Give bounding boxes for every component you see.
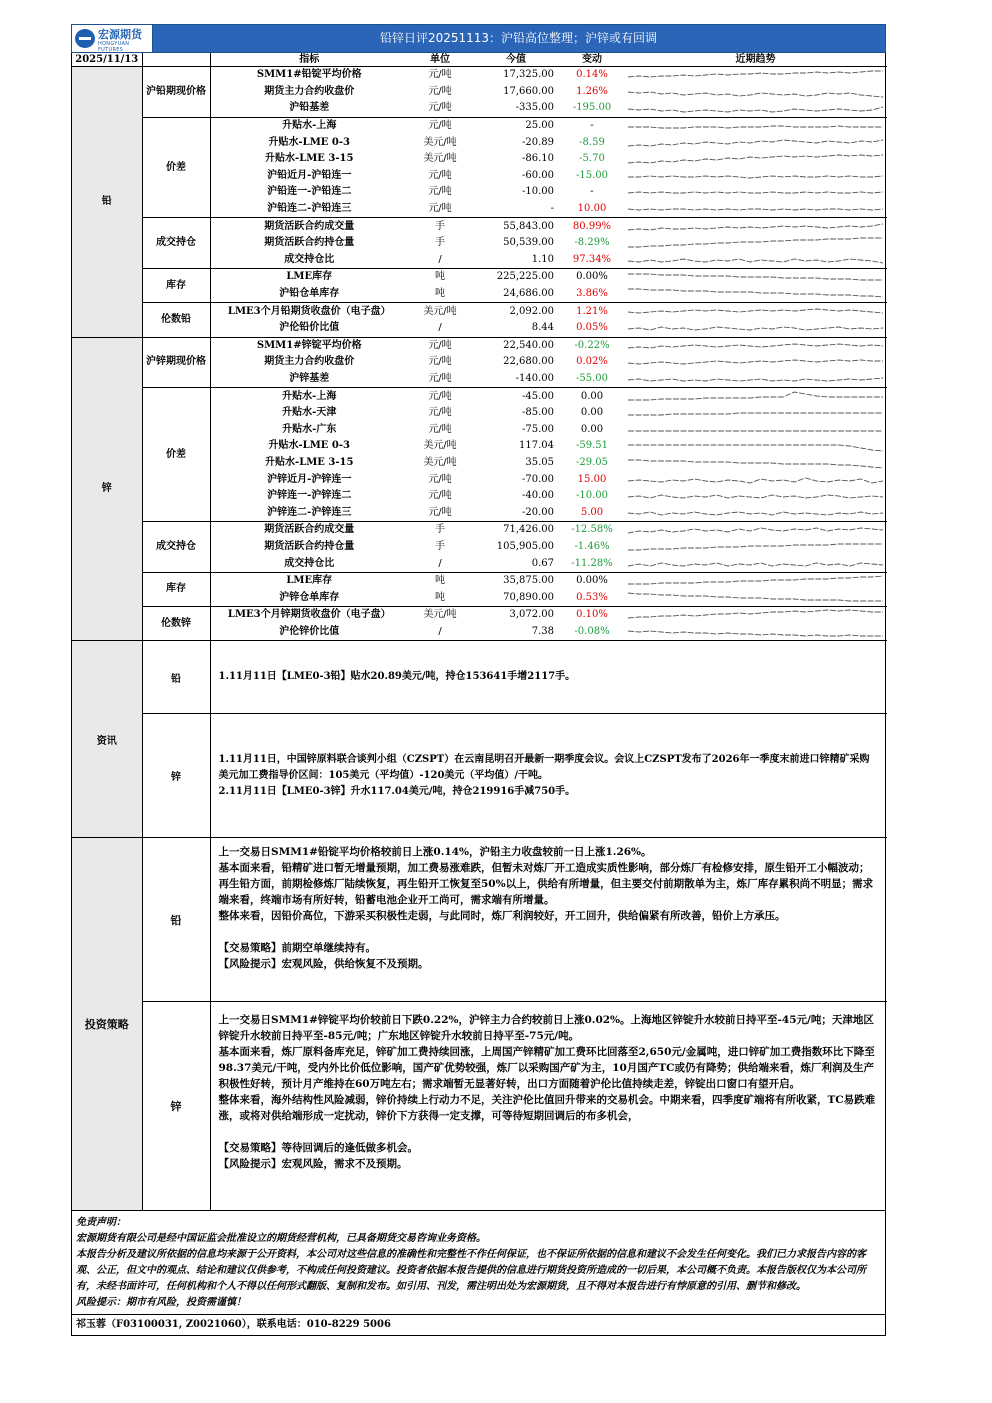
trend-line xyxy=(628,140,883,146)
indicator-name: 沪铅近月-沪铅连一 xyxy=(267,169,352,181)
trend-cell xyxy=(624,405,887,422)
trend-cell xyxy=(624,337,887,354)
indicator-unit: 美元/吨 xyxy=(423,456,457,468)
author-footer: 祁玉蓉（F03100031, Z0021060），联系电话：010-8229 5006 xyxy=(72,1314,885,1335)
trend-sparkline xyxy=(628,68,883,82)
table-row xyxy=(72,522,887,539)
indicator-name: 沪铅连二-沪铅连三 xyxy=(267,203,352,215)
trend-sparkline xyxy=(628,473,883,487)
table-row xyxy=(72,218,887,235)
trend-sparkline xyxy=(628,372,883,386)
trend-sparkline xyxy=(628,136,883,150)
trend-line xyxy=(628,327,883,330)
today-value: -140.00 xyxy=(515,372,554,384)
indicator-unit: 手 xyxy=(408,218,472,235)
today-value: 50,539.00 xyxy=(503,237,554,249)
today-value: 35.05 xyxy=(525,456,554,468)
today-value: 35,875.00 xyxy=(472,572,560,589)
trend-sparkline xyxy=(628,185,883,199)
trend-line xyxy=(628,209,883,210)
info-zinc-text: 1.11月11日，中国锌原料联合谈判小组（CZSPT）在云南昆明召开最新一期季度会议。会议上CZSPT发布了2026年一季度末前进口锌精矿采购美元加工费指导价区间：105美元（平均值）-120美元（平均值）/干吨。 2.11月11日【LME0-3锌】升水117.04美元/吨，持仓219916手减750手。 xyxy=(218,753,870,797)
info-table xyxy=(72,640,887,837)
indicator-name: 期货活跃合约持仓量 xyxy=(264,540,355,552)
change-value: -12.58% xyxy=(560,522,624,539)
today-value: 0.67 xyxy=(531,557,554,569)
today-value: 55,843.00 xyxy=(472,218,560,235)
trend-cell xyxy=(624,488,887,505)
indicator-name: 沪锌近月-沪锌连一 xyxy=(267,473,352,485)
today-value: 117.04 xyxy=(519,440,554,452)
indicator-unit: 美元/吨 xyxy=(423,440,457,452)
indicator-unit: / xyxy=(438,322,442,334)
today-value: -45.00 xyxy=(472,388,560,405)
trend-cell xyxy=(624,269,887,286)
trend-sparkline xyxy=(628,339,883,353)
info-row-lead xyxy=(72,641,887,714)
today-value: -40.00 xyxy=(521,490,554,502)
trend-cell xyxy=(624,151,887,168)
trend-line xyxy=(628,224,883,230)
indicator-name: 期货主力合约收盘价 xyxy=(264,85,355,97)
indicator-unit: 手 xyxy=(435,237,445,249)
trend-sparkline xyxy=(628,287,883,301)
trend-line xyxy=(628,413,883,415)
trend-line xyxy=(628,360,883,364)
change-value: 0.00% xyxy=(560,572,624,589)
trend-line xyxy=(628,309,883,313)
today-value: 3,072.00 xyxy=(472,607,560,624)
report-date: 2025/11/13 xyxy=(72,53,142,67)
trend-line xyxy=(628,344,883,348)
indicator-unit: 元/吨 xyxy=(428,372,452,384)
change-value: -8.29% xyxy=(574,237,610,249)
indicator-unit: 吨 xyxy=(435,288,445,300)
today-value: -86.10 xyxy=(521,153,554,165)
indicator-unit: 元/吨 xyxy=(428,473,452,485)
info-lead-text: 1.11月11日【LME0-3铅】贴水20.89美元/吨，持仓153641手增2117手。 xyxy=(218,671,576,683)
change-value: 1.21% xyxy=(560,303,624,320)
trend-cell xyxy=(624,84,887,101)
indicator-unit: 美元/吨 xyxy=(408,607,472,624)
trend-sparkline xyxy=(628,489,883,503)
trend-sparkline xyxy=(628,152,883,166)
disclaimer-title: 免责声明： xyxy=(76,1217,126,1229)
trend-cell xyxy=(624,388,887,405)
trend-cell xyxy=(624,421,887,438)
indicator-name: LME库存 xyxy=(210,269,408,286)
change-value: 0.53% xyxy=(576,591,608,603)
indicator-name: 升贴水-天津 xyxy=(282,407,337,419)
indicator-name: 升贴水-上海 xyxy=(210,117,408,134)
indicator-name: 沪铅连一-沪铅连二 xyxy=(267,186,352,198)
report-sheet xyxy=(71,24,886,1336)
today-value: -60.00 xyxy=(521,169,554,181)
data-body xyxy=(72,67,887,641)
today-value: 225,225.00 xyxy=(472,269,560,286)
strategy-lead-text: 上一交易日SMM1#铅锭平均价格较前日上涨0.14%，沪铅主力收盘较前一日上涨1.26%。 基本面来看，铅精矿进口暂无增量预期，加工费易涨难跌，但暂未对炼厂开工造成实质性影响，部分炼厂有检修安排，原生铅开工小幅波动；再生铅方面，前期检修炼厂陆续恢复，再生铅开工恢复至50%以上，供给有所增量，但主要交付前期散单为主，炼厂库存累积尚不明显；需求端来看，终端市场有所好转，铅蓄电池企业开工尚可，需求端有所增量。 整体来看，因铅价高位，下游采买积极性走弱，与此同时，炼厂利润较好，开工回升，供给偏紧有所改善，铅价上方承压。 【交易策略】前期空单继续持有。 【风险提示】宏观风险，供给恢复不及预期。 xyxy=(218,846,874,971)
trend-cell xyxy=(624,320,887,337)
indicator-name: 升贴水-LME 0-3 xyxy=(268,136,350,148)
trend-sparkline xyxy=(628,390,883,404)
change-value: 0.14% xyxy=(576,69,608,81)
trend-line xyxy=(628,576,883,584)
disclaimer-line2: 本报告分析及建议所依据的信息均来源于公开资料，本公司对这些信息的准确性和完整性不作任何保证，也不保证所依据的信息和建议不会发生任何变化。我们已力求报告内容的客观、公正，但文中的观点、结论和建议仅供参考，不构成任何投资建议。投资者依据本报告提供的信息进行期货投资所造成的一切后果，本公司概不负责。本报告版权仅为本公司所有，未经书面许可，任何机构和个人不得以任何形式翻版、复制和发布。如引用、刊发，需注明出处为宏源期货，且不得对本报告进行有悖原意的引用、删节和修改。 xyxy=(76,1249,866,1293)
trend-cell xyxy=(624,168,887,185)
change-value: 0.00 xyxy=(580,407,604,419)
data-table xyxy=(72,53,887,640)
trend-cell xyxy=(624,607,887,624)
trend-line xyxy=(628,126,883,128)
trend-sparkline xyxy=(628,625,883,639)
today-value: 2,092.00 xyxy=(472,303,560,320)
trend-sparkline xyxy=(628,270,883,284)
trend-sparkline xyxy=(628,608,883,622)
trend-cell xyxy=(624,624,887,641)
today-value: -70.00 xyxy=(521,473,554,485)
trend-cell xyxy=(624,539,887,556)
section-label: 沪铅期现价格 xyxy=(142,67,210,118)
today-value: 105,905.00 xyxy=(496,540,554,552)
trend-sparkline xyxy=(628,439,883,453)
trend-sparkline xyxy=(628,169,883,183)
change-value: 97.34% xyxy=(572,253,612,265)
indicator-unit: 元/吨 xyxy=(428,186,452,198)
change-value: -10.00 xyxy=(575,490,608,502)
section-label: 成交持仓 xyxy=(142,218,210,269)
info-row-zinc xyxy=(72,714,887,838)
trend-line xyxy=(628,378,883,381)
trend-line xyxy=(628,107,883,112)
report-header xyxy=(71,24,886,53)
change-value: 0.10% xyxy=(560,607,624,624)
trend-line xyxy=(628,176,883,178)
disclaimer xyxy=(72,1210,885,1314)
trend-cell xyxy=(624,471,887,488)
table-row xyxy=(72,388,887,405)
col-change: 变动 xyxy=(560,53,624,67)
indicator-name: 沪伦铅价比值 xyxy=(279,322,340,334)
strategy-zinc-label: 锌 xyxy=(142,1002,210,1211)
indicator-unit: 元/吨 xyxy=(428,356,452,368)
indicator-unit: 元/吨 xyxy=(408,388,472,405)
col-today: 今值 xyxy=(472,53,560,67)
trend-cell xyxy=(624,100,887,117)
today-value: -85.00 xyxy=(521,407,554,419)
indicator-unit: 美元/吨 xyxy=(423,153,457,165)
indicator-name: 沪伦锌价比值 xyxy=(279,625,340,637)
today-value: 70,890.00 xyxy=(503,591,554,603)
strategy-table xyxy=(72,837,887,1210)
indicator-name: LME库存 xyxy=(210,572,408,589)
change-value: 80.99% xyxy=(560,218,624,235)
indicator-name: 期货活跃合约成交量 xyxy=(210,522,408,539)
trend-cell xyxy=(624,589,887,606)
indicator-name: 期货活跃合约成交量 xyxy=(210,218,408,235)
today-value: 8.44 xyxy=(531,322,554,334)
table-row xyxy=(72,117,887,134)
group-label: 锌 xyxy=(72,337,142,640)
change-value: -5.70 xyxy=(579,153,605,165)
today-value: 7.38 xyxy=(531,625,554,637)
today-value: 71,426.00 xyxy=(472,522,560,539)
today-value: -75.00 xyxy=(521,423,554,435)
trend-cell xyxy=(624,522,887,539)
trend-line xyxy=(628,563,883,566)
group-label: 铅 xyxy=(72,67,142,338)
trend-line xyxy=(628,478,883,483)
today-value: -10.00 xyxy=(521,186,554,198)
indicator-name: 沪锌仓单库存 xyxy=(279,591,340,603)
change-value: -29.05 xyxy=(575,456,608,468)
today-value: 17,325.00 xyxy=(503,69,554,81)
indicator-name: 成交持仓比 xyxy=(284,253,335,265)
change-value: - xyxy=(560,117,624,134)
indicator-name: 沪铅基差 xyxy=(289,102,330,114)
change-value: 0.02% xyxy=(576,356,608,368)
strategy-label: 投资策略 xyxy=(72,838,142,1211)
trend-line xyxy=(628,289,883,297)
col-indicator: 指标 xyxy=(210,53,408,67)
trend-cell xyxy=(624,117,887,134)
indicator-unit: 手 xyxy=(435,540,445,552)
trend-line xyxy=(628,392,883,400)
indicator-name: 成交持仓比 xyxy=(284,557,335,569)
logo-subtext: HONGYUAN FUTURES xyxy=(98,41,130,53)
trend-line xyxy=(628,92,883,97)
indicator-unit: / xyxy=(438,625,442,637)
indicator-unit: 元/吨 xyxy=(428,490,452,502)
trend-sparkline xyxy=(628,523,883,537)
change-value: 0.00 xyxy=(560,388,624,405)
report-title: 铅锌日评20251113：沪铅高位整理；沪锌或有回调 xyxy=(379,31,658,45)
trend-line xyxy=(628,544,883,550)
trend-cell xyxy=(624,438,887,455)
trend-sparkline xyxy=(628,101,883,115)
change-value: 3.86% xyxy=(576,288,608,300)
trend-sparkline xyxy=(628,456,883,470)
trend-sparkline xyxy=(628,540,883,554)
indicator-unit: 吨 xyxy=(408,269,472,286)
section-label: 库存 xyxy=(142,269,210,303)
today-value: -20.89 xyxy=(521,136,554,148)
trend-cell xyxy=(624,201,887,218)
indicator-unit: / xyxy=(438,253,442,265)
trend-sparkline xyxy=(628,574,883,588)
indicator-name: SMM1#锌锭平均价格 xyxy=(210,337,408,354)
change-value: 5.00 xyxy=(580,506,604,518)
info-zinc-label: 锌 xyxy=(142,714,210,838)
change-value: 15.00 xyxy=(577,473,607,485)
change-value: 0.00 xyxy=(580,423,604,435)
today-value: -335.00 xyxy=(515,102,554,114)
trend-cell xyxy=(624,455,887,472)
trend-line xyxy=(628,610,883,618)
indicator-unit: 元/吨 xyxy=(408,337,472,354)
trend-cell xyxy=(624,572,887,589)
today-value: 17,660.00 xyxy=(503,85,554,97)
indicator-unit: 元/吨 xyxy=(428,203,452,215)
trend-sparkline xyxy=(628,119,883,133)
indicator-unit: 元/吨 xyxy=(428,169,452,181)
trend-sparkline xyxy=(628,506,883,520)
change-value: -55.00 xyxy=(575,372,608,384)
change-value: 1.26% xyxy=(576,85,608,97)
trend-line xyxy=(628,238,883,247)
section-label: 库存 xyxy=(142,572,210,606)
trend-cell xyxy=(624,354,887,371)
col-unit: 单位 xyxy=(408,53,472,67)
indicator-name: 升贴水-上海 xyxy=(210,388,408,405)
indicator-name: 升贴水-广东 xyxy=(282,423,337,435)
trend-sparkline xyxy=(628,355,883,369)
trend-sparkline xyxy=(628,202,883,216)
indicator-unit: 元/吨 xyxy=(428,423,452,435)
table-row xyxy=(72,269,887,286)
indicator-name: SMM1#铅锭平均价格 xyxy=(256,69,362,81)
trend-sparkline xyxy=(628,85,883,99)
change-value: -1.46% xyxy=(574,540,610,552)
trend-cell xyxy=(624,252,887,269)
indicator-unit: 元/吨 xyxy=(428,407,452,419)
change-value: -0.22% xyxy=(560,337,624,354)
table-row xyxy=(72,572,887,589)
trend-cell xyxy=(624,218,887,235)
info-lead-label: 铅 xyxy=(142,641,210,714)
today-value: 22,680.00 xyxy=(503,356,554,368)
trend-sparkline xyxy=(628,321,883,335)
table-row xyxy=(72,303,887,320)
trend-line xyxy=(628,460,883,468)
trend-sparkline xyxy=(628,253,883,267)
trend-sparkline xyxy=(628,220,883,234)
indicator-name: LME3个月铅期货收盘价（电子盘） xyxy=(210,303,408,320)
trend-line xyxy=(628,445,883,451)
trend-sparkline xyxy=(628,406,883,420)
indicator-name: 升贴水-LME 0-3 xyxy=(268,440,350,452)
change-value: -15.00 xyxy=(575,169,608,181)
indicator-unit: 元/吨 xyxy=(428,102,452,114)
indicator-unit: 吨 xyxy=(408,572,472,589)
trend-line xyxy=(628,259,883,263)
trend-sparkline xyxy=(628,236,883,250)
info-label: 资讯 xyxy=(72,641,142,838)
trend-cell xyxy=(624,286,887,303)
change-value: 0.00% xyxy=(560,269,624,286)
trend-line xyxy=(628,192,883,193)
change-value: -11.28% xyxy=(571,557,613,569)
col-trend: 近期趋势 xyxy=(624,53,887,67)
disclaimer-line1: 宏源期货有限公司是经中国证监会批准设立的期货经营机构，已具备期货交易咨询业务资格。 xyxy=(76,1233,486,1245)
trend-line xyxy=(628,155,883,163)
logo-text: 宏源期货 xyxy=(98,28,142,41)
disclaimer-line3: 风险提示：期市有风险，投资需谨慎！ xyxy=(76,1297,246,1309)
indicator-name: 沪锌连二-沪锌连三 xyxy=(267,506,352,518)
section-label: 伦数铅 xyxy=(142,303,210,337)
trend-sparkline xyxy=(628,557,883,571)
indicator-name: 升贴水-LME 3-15 xyxy=(265,153,354,165)
indicator-unit: 元/吨 xyxy=(428,85,452,97)
section-label: 伦数锌 xyxy=(142,607,210,641)
section-label: 价差 xyxy=(142,117,210,218)
indicator-name: 沪锌连一-沪锌连二 xyxy=(267,490,352,502)
indicator-unit: / xyxy=(438,557,442,569)
indicator-unit: 手 xyxy=(408,522,472,539)
indicator-unit: 元/吨 xyxy=(428,506,452,518)
change-value: 10.00 xyxy=(577,203,607,215)
strategy-row-zinc xyxy=(72,1002,887,1211)
report-frame xyxy=(71,53,886,1336)
indicator-name: 沪铅仓单库存 xyxy=(279,288,340,300)
indicator-unit: 元/吨 xyxy=(428,69,452,81)
today-value: -20.00 xyxy=(521,506,554,518)
trend-line xyxy=(628,512,883,515)
indicator-unit: 吨 xyxy=(435,591,445,603)
trend-sparkline xyxy=(628,591,883,605)
today-value: 24,686.00 xyxy=(503,288,554,300)
logo-icon xyxy=(75,29,95,48)
indicator-unit: 元/吨 xyxy=(408,117,472,134)
trend-line xyxy=(628,528,883,533)
trend-sparkline xyxy=(628,423,883,437)
trend-cell xyxy=(624,504,887,521)
section-label: 成交持仓 xyxy=(142,522,210,573)
today-value: 1.10 xyxy=(531,253,554,265)
trend-cell xyxy=(624,235,887,252)
trend-line xyxy=(628,71,883,77)
trend-line xyxy=(628,631,883,636)
trend-line xyxy=(628,495,883,498)
trend-cell xyxy=(624,555,887,572)
today-value: 22,540.00 xyxy=(472,337,560,354)
change-value: - xyxy=(590,186,594,198)
change-value: -59.51 xyxy=(575,440,608,452)
strategy-row-lead xyxy=(72,838,887,1002)
strategy-zinc-text: 上一交易日SMM1#锌锭平均价较前日下跌0.22%，沪锌主力合约较前日上涨0.02%。上海地区锌锭升水较前日持平至-45元/吨；天津地区锌锭升水较前日持平至-85元/吨；广东地区锌锭升水较前日持平至-75元/吨。 基本面来看，炼厂原料备库充足，锌矿加工费持续回涨，上周国产锌精矿加工费环比回落至2,650元/金属吨，进口锌矿加工费指数环比下降至98.37美元/干吨，受内外比价低位影响，国产矿优势较强，炼厂以采购国产矿为主，10月国产TC或仍有降势；供给端来看，炼厂利润及生产积极性好转，预计月产维持在60万吨左右；需求端暂无显著好转，出口方面随着沪伦比值持续走差，锌锭出口窗口有望开启。 整体来看，海外结构性风险减弱，锌价持续上行动力不足，关注沪伦比值回升带来的交易机会。中期来看，四季度矿端将有所收紧，TC易跌难涨，或将对供给端形成一定扰动，锌价下方获得一定支撑，可等待短期回调后的布多机会， 【交易策略】等待回调后的逢低做多机会。 【风险提示】宏观风险，需求不及预期。 xyxy=(218,1014,876,1171)
indicator-name: 期货活跃合约持仓量 xyxy=(264,237,355,249)
trend-cell xyxy=(624,303,887,320)
table-header-row xyxy=(72,53,887,67)
trend-sparkline xyxy=(628,305,883,319)
trend-line xyxy=(628,593,883,601)
trend-line xyxy=(628,274,883,280)
today-value: 25.00 xyxy=(472,117,560,134)
change-value: -0.08% xyxy=(574,625,610,637)
section-label: 沪锌期现价格 xyxy=(142,337,210,388)
change-value: -8.59 xyxy=(579,136,605,148)
trend-cell xyxy=(624,371,887,388)
strategy-lead-label: 铅 xyxy=(142,838,210,1002)
change-value: 0.05% xyxy=(576,322,608,334)
trend-cell xyxy=(624,184,887,201)
indicator-name: 期货主力合约收盘价 xyxy=(264,356,355,368)
today-value: - xyxy=(550,203,554,215)
table-row xyxy=(72,67,887,84)
trend-cell xyxy=(624,67,887,84)
indicator-unit: 美元/吨 xyxy=(423,136,457,148)
table-row xyxy=(72,337,887,354)
table-row xyxy=(72,607,887,624)
company-logo xyxy=(72,25,153,52)
indicator-name: 升贴水-LME 3-15 xyxy=(265,456,354,468)
section-label: 价差 xyxy=(142,388,210,522)
indicator-name: LME3个月锌期货收盘价（电子盘） xyxy=(210,607,408,624)
change-value: -195.00 xyxy=(572,102,612,114)
indicator-name: 沪锌基差 xyxy=(289,372,330,384)
indicator-unit: 美元/吨 xyxy=(408,303,472,320)
trend-cell xyxy=(624,134,887,151)
